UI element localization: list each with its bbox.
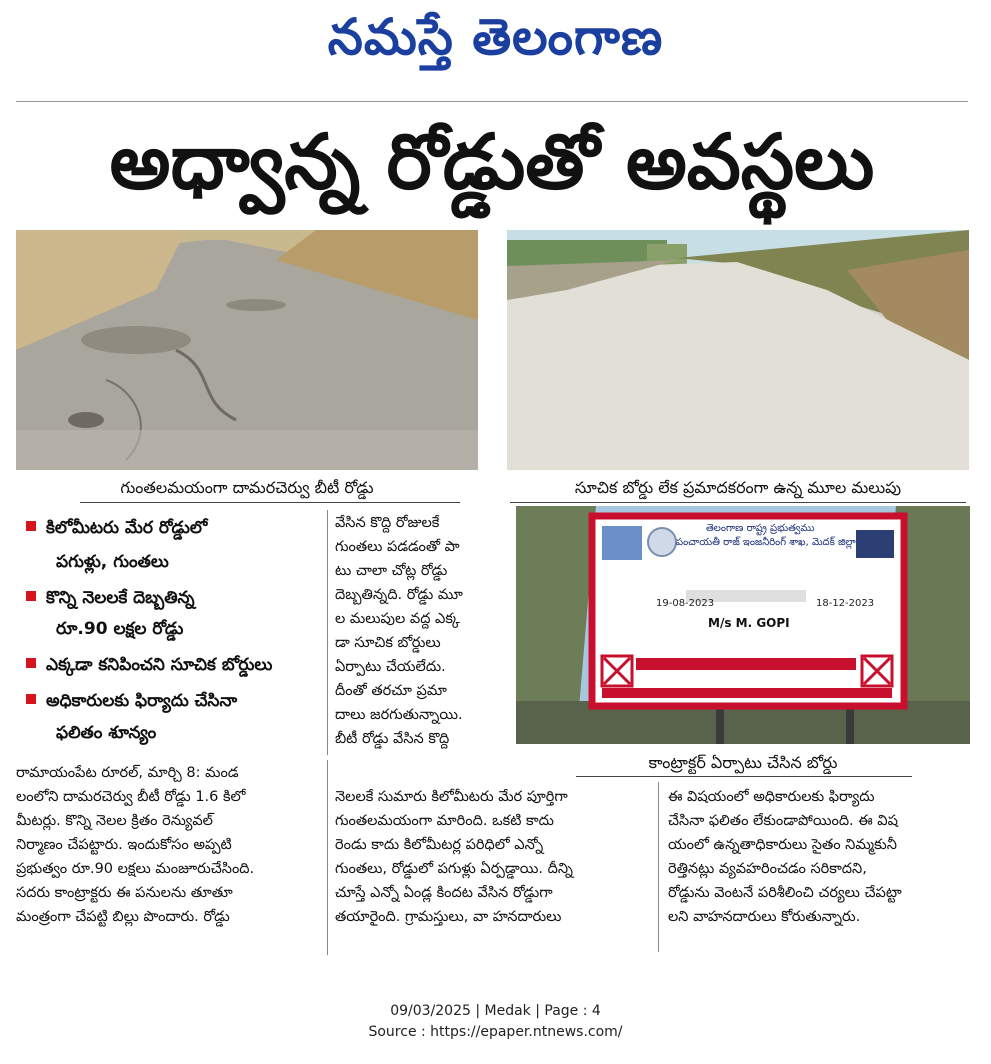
right-caption-rule bbox=[510, 502, 966, 503]
article-line: టు చాలా చోట్ల రోడ్డు bbox=[335, 563, 448, 579]
article-line: ప్రభుత్వం రూ.90 లక్షలు మంజూరుచేసింది. bbox=[16, 861, 255, 877]
column-divider bbox=[658, 782, 659, 952]
article-line: రెత్తినట్లు వ్యవహరించడం సరికాదని, bbox=[668, 861, 867, 877]
article-line: యంలో ఉన్నతాధికారులు సైతం నిమ్మకునీ bbox=[668, 837, 897, 853]
article-line: దీంతో తరచూ ప్రమా bbox=[335, 683, 447, 699]
board-line1: తెలంగాణ రాష్ట్ర ప్రభుత్వము bbox=[706, 523, 815, 534]
bullet-item-cont: ఫలితం శూన్యం bbox=[56, 723, 157, 743]
board-amount: 5000 bbox=[834, 681, 857, 691]
board-contractor: M/s M. GOPI bbox=[708, 616, 790, 630]
article-line: రోడ్డును వెంటనే పరిశీలించి చర్యలు చేపట్టా bbox=[668, 885, 902, 901]
article-line: లంలోని దామరచెర్వు బీటీ రోడ్డు 1.6 కిలో bbox=[16, 789, 246, 805]
contractor-board-photo bbox=[516, 506, 970, 744]
bullet-item: అధికారులకు ఫిర్యాదు చేసినా bbox=[26, 686, 237, 716]
article-line: రామాయంపేట రూరల్, మార్చి 8: మండ bbox=[16, 765, 239, 781]
footer-source-line: Source : https://epaper.ntnews.com/ bbox=[368, 1024, 623, 1040]
article-line: తయారైంది. గ్రామస్తులు, వా హనదారులు bbox=[335, 909, 562, 925]
article-line: వేసిన కొద్ది రోజులకే bbox=[335, 515, 440, 531]
article-line: గుంతలమయంగా మారింది. ఒకటి కాదు bbox=[335, 813, 554, 829]
board-date2: 18-12-2023 bbox=[816, 598, 875, 609]
bullet-item-cont: పగుళ్లు, గుంతలు bbox=[56, 552, 169, 572]
article-line: రెండు కాదు కిలోమీటర్ల పరిధిలో ఎన్నో bbox=[335, 837, 544, 853]
article-headline: అధ్వాన్న రోడ్డుతో అవస్థలు bbox=[109, 117, 875, 206]
bullet-square-icon bbox=[26, 591, 36, 601]
article-line: సదరు కాంట్రాక్టరు ఈ పనులను తూతూ bbox=[16, 885, 233, 901]
bullet-item: కొన్ని నెలలకే దెబ్బతిన్న bbox=[26, 583, 195, 613]
column-divider bbox=[327, 510, 328, 755]
article-line: డా సూచిక బోర్డులు bbox=[335, 635, 441, 651]
article-line: ల మలుపుల వద్ద ఎక్క bbox=[335, 611, 460, 627]
article-line: మంత్రంగా చేపట్టి బిల్లు పొందారు. రోడ్డు bbox=[16, 909, 230, 925]
damaged-road-illustration bbox=[16, 230, 478, 470]
article-line: మీటర్లు. కొన్ని నెలల క్రితం రెన్యువల్ bbox=[16, 813, 213, 829]
masthead-divider bbox=[16, 101, 968, 102]
article-line: ఏర్పాటు చేయలేదు. bbox=[335, 659, 446, 675]
left-photo-caption: గుంతలమయంగా దామరచెర్వు బీటీ రోడ్డు bbox=[120, 478, 374, 497]
left-caption-rule bbox=[80, 502, 460, 503]
article-line: దెబ్బతిన్నది. రోడ్డు మూ bbox=[335, 587, 463, 603]
road-curve-illustration bbox=[507, 230, 969, 470]
bullet-item: కిలోమీటరు మేర రోడ్డులో bbox=[26, 513, 207, 543]
article-line: చేసినా ఫలితం లేకుండాపోయింది. ఈ విష bbox=[668, 813, 898, 829]
article-line: ఈ విషయంలో అధికారులకు ఫిర్యాదు bbox=[668, 789, 875, 805]
article-line: గుంతలు పడడంతో పా bbox=[335, 539, 460, 555]
article-line: నెలలకే సుమారు కిలోమీటరు మేర పూర్తిగా bbox=[335, 789, 568, 805]
article-line: దాలు జరగుతున్నాయి. bbox=[335, 707, 463, 723]
board-line2: పంచాయతీ రాజ్ ఇంజనీరింగ్ శాఖ, మెదక్ జిల్లా bbox=[676, 537, 856, 548]
board-caption-rule bbox=[576, 776, 912, 777]
road-curve-photo bbox=[507, 230, 969, 470]
bullet-item-cont: రూ.90 లక్షల రోడ్డు bbox=[56, 619, 184, 639]
board-date1: 19-08-2023 bbox=[656, 598, 715, 609]
footer-date-line: 09/03/2025 | Medak | Page : 4 bbox=[390, 1003, 601, 1019]
bullet-item: ఎక్కడా కనిపించని సూచిక బోర్డులు bbox=[26, 650, 272, 680]
board-photo-caption: కాంట్రాక్టర్ ఏర్పాటు చేసిన బోర్డు bbox=[648, 753, 838, 772]
right-photo-caption: సూచిక బోర్డు లేక ప్రమాదకరంగా ఉన్న మూల మలుపు bbox=[574, 478, 902, 497]
bullet-square-icon bbox=[26, 694, 36, 704]
article-line: గుంతలు, రోడ్డులో పగుళ్లు ఏర్పడ్డాయి. దీన్ని bbox=[335, 861, 573, 877]
bullet-square-icon bbox=[26, 658, 36, 668]
article-line: లని వాహనదారులు కోరుతున్నారు. bbox=[668, 909, 861, 925]
damaged-road-photo bbox=[16, 230, 478, 470]
bullet-square-icon bbox=[26, 521, 36, 531]
article-line: చూస్తే ఎన్నో ఏండ్ల కిందట వేసిన రోడ్డుగా bbox=[335, 885, 553, 901]
masthead-logo: నమస్తే తెలంగాణ bbox=[327, 7, 664, 66]
article-line: నిర్మాణం చేపట్టారు. ఇందుకోసం అప్పటి bbox=[16, 837, 232, 853]
column-divider bbox=[327, 760, 328, 955]
article-line: బీటీ రోడ్డు వేసిన కొద్ది bbox=[335, 731, 450, 747]
